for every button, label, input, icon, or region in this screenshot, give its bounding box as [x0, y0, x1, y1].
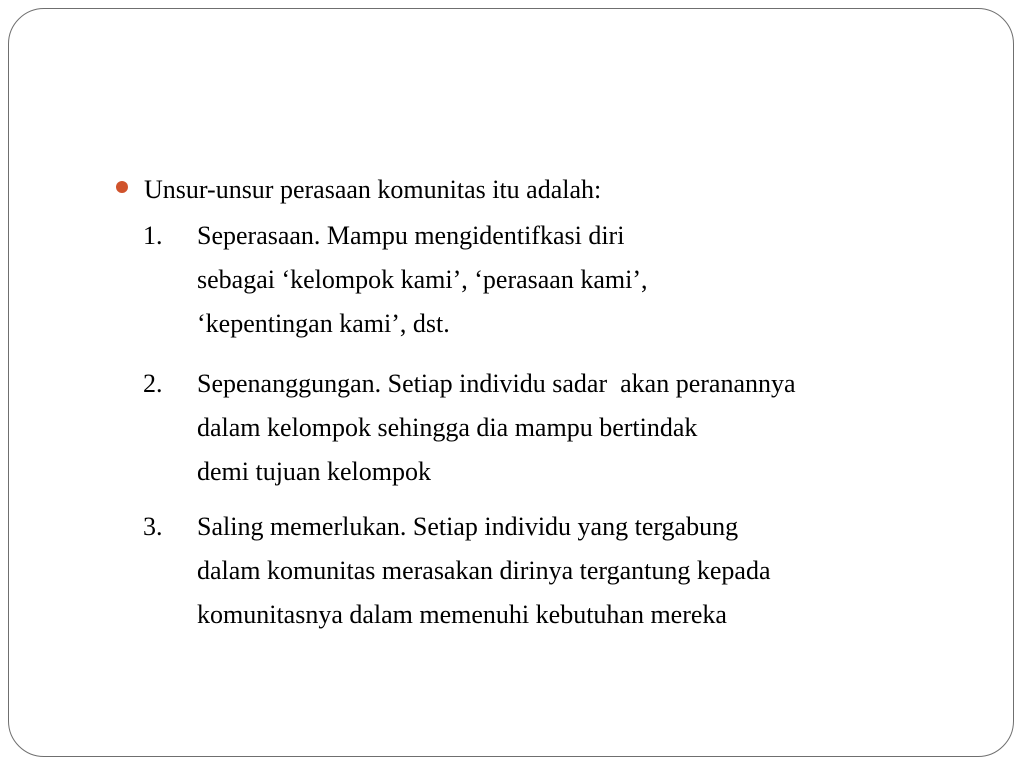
list-item-text: [197, 362, 796, 494]
bullet-intro-text: Unsur-unsur perasaan komunitas itu adalah:: [144, 175, 602, 204]
list-item-number: 2.: [143, 369, 163, 398]
list-item-line: Sepenanggungan. Setiap individu sadar akan peranannya: [197, 369, 796, 398]
list-item-line: komunitasnya dalam memenuhi kebutuhan mereka: [197, 600, 727, 629]
list-item-line: Seperasaan. Mampu mengidentifkasi diri: [197, 221, 625, 250]
list-item-line: sebagai ‘kelompok kami’, ‘perasaan kami’,: [197, 265, 648, 294]
bullet-dot-icon: [116, 181, 128, 193]
list-item-text: [197, 505, 771, 637]
list-item-line: dalam kelompok sehingga dia mampu bertindak: [197, 413, 698, 442]
list-item-number: 3.: [143, 512, 163, 541]
list-item-line: demi tujuan kelompok: [197, 457, 431, 486]
list-item-line: Saling memerlukan. Setiap individu yang tergabung: [197, 512, 739, 541]
list-item-line: dalam komunitas merasakan dirinya tergantung kepada: [197, 556, 771, 585]
list-item-number: 1.: [143, 221, 163, 250]
list-item-line: ‘kepentingan kami’, dst.: [197, 309, 450, 338]
list-item-text: [197, 214, 648, 346]
